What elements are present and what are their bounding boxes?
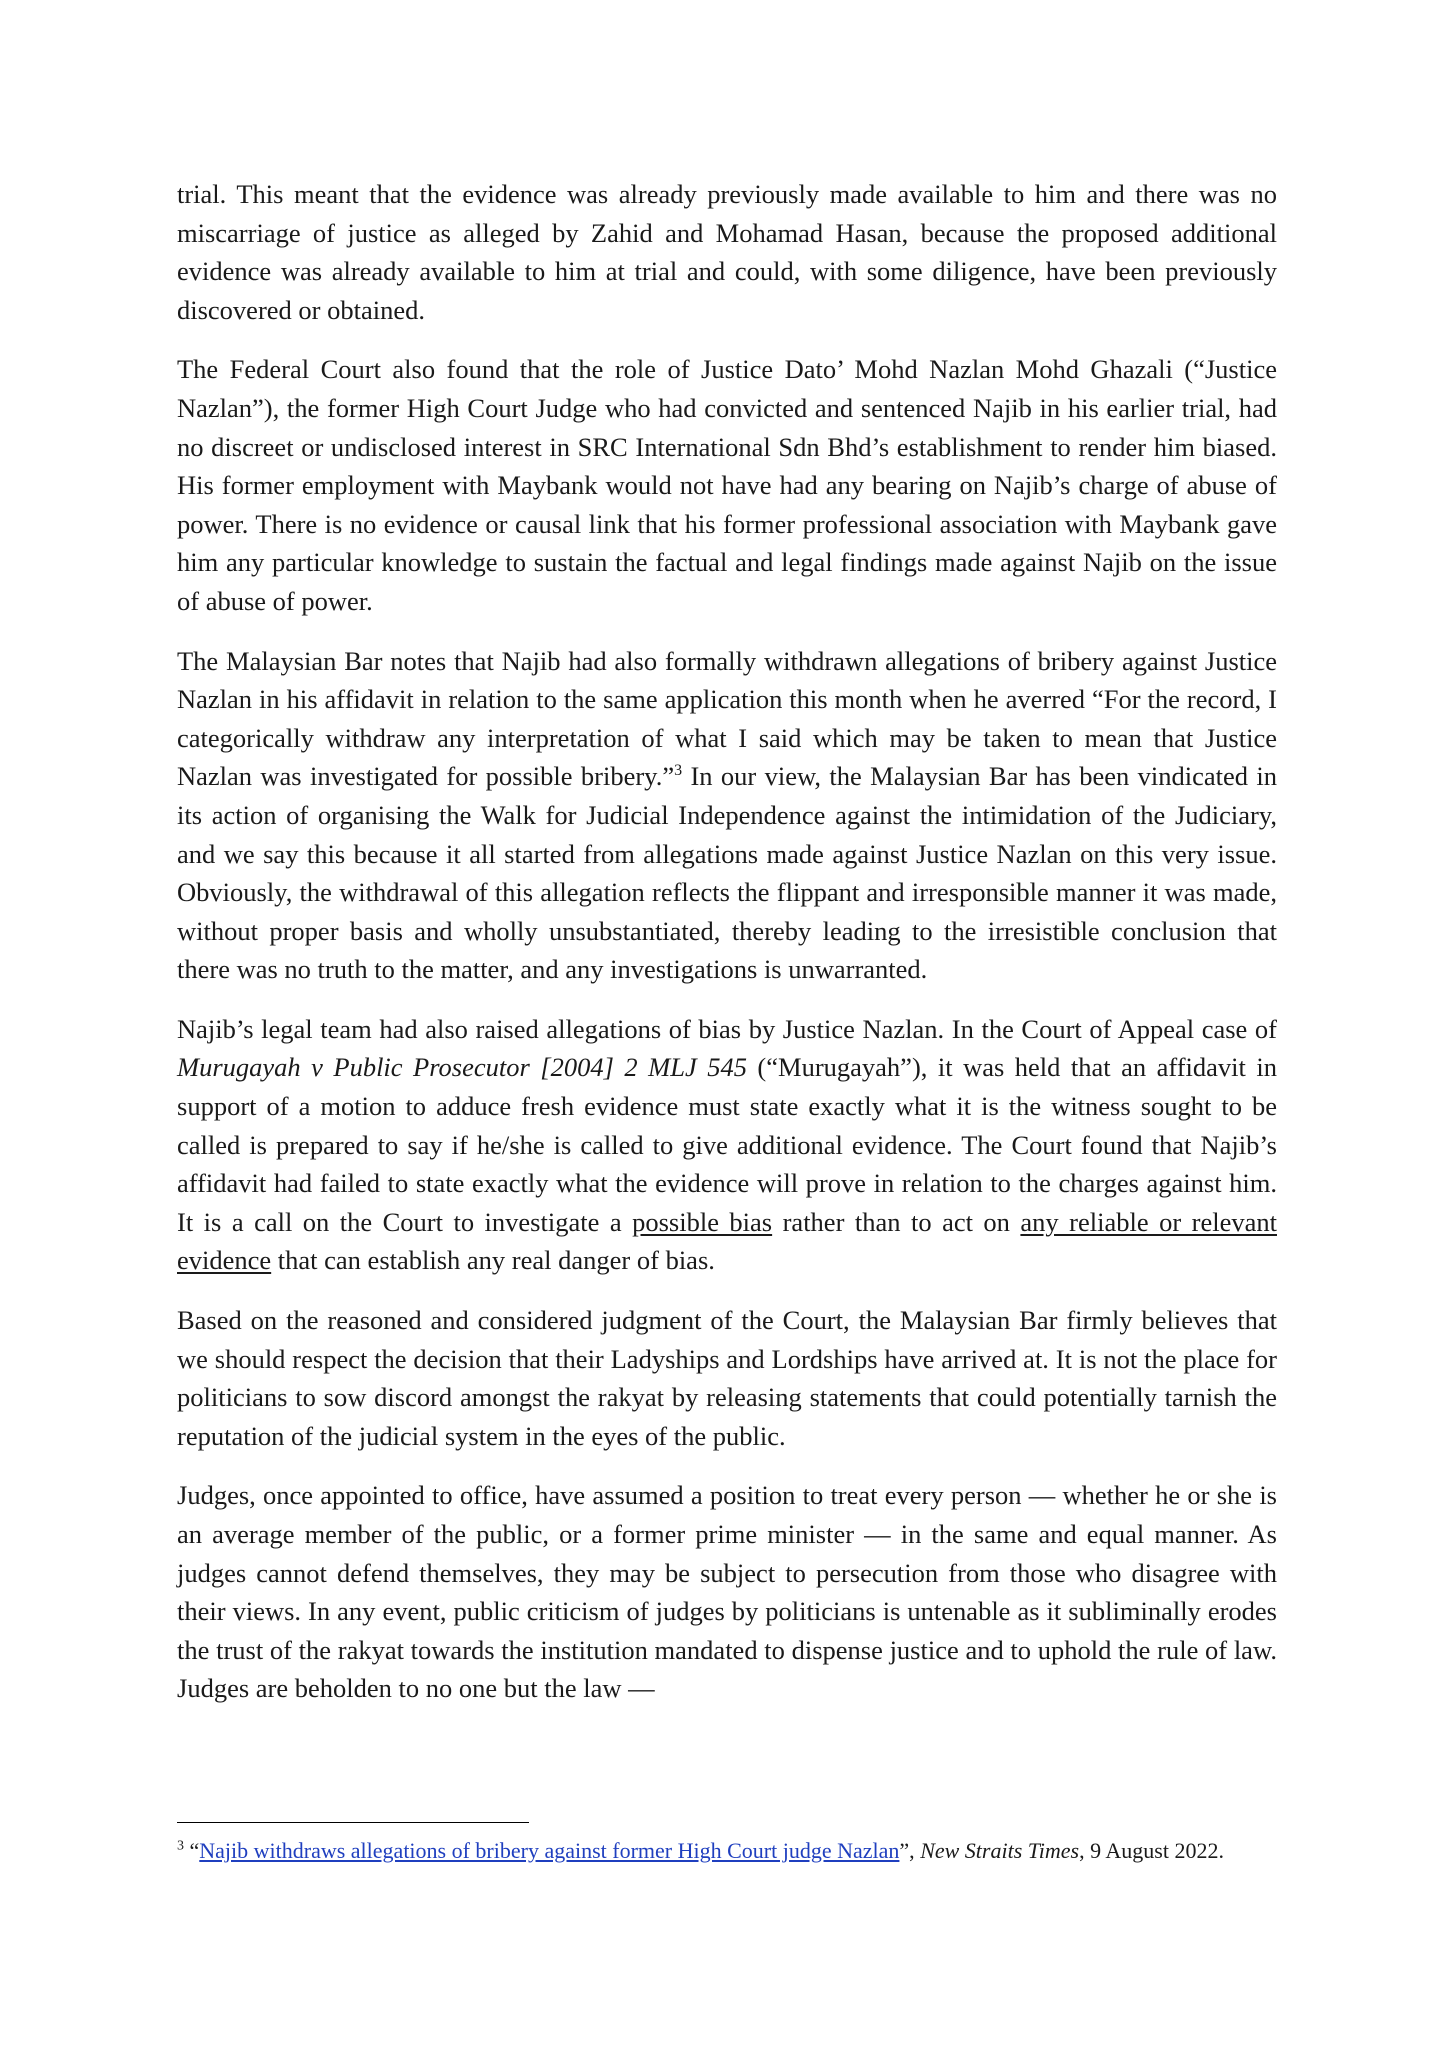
- paragraph-3-text-a: The Malaysian Bar notes that Najib had also formally withdrawn allegations of bribery against Justice Nazlan in his affidavit in relation to the same application this month when he averred “For the record, I categorically withdraw any interpretation of what I said which may be taken to mean that Justice Nazlan was investigated for possible bribery.”: [177, 645, 1277, 792]
- underlined-reliable-evidence: any reliable or relevant evidence: [177, 1206, 1277, 1276]
- paragraph-6-text: Judges, once appointed to office, have assumed a position to treat every person — whether he or she is an average member of the public, or a former prime minister — in the same and equal manner. As judges cannot defend themselves, they may be subject to persecution from those who disagree with their views. In any event, public criticism of judges by politicians is untenable as it subliminally erodes the trust of the rakyat towards the institution mandated to dispense justice and to uphold the rule of law. Judges are beholden to no one but the law —: [177, 1480, 1277, 1704]
- paragraph-4: [177, 1010, 1277, 1280]
- paragraph-3-text-b: In our view, the Malaysian Bar has been vindicated in its action of organising the Walk for Judicial Independence against the intimidation of the Judiciary, and we say this because it all started from allegations made against Justice Nazlan on this very issue. Obviously, the withdrawal of this allegation reflects the flippant and irresponsible manner it was made, without proper basis and wholly unsubstantiated, thereby leading to the irresistible conclusion that there was no truth to the matter, and any investigations is unwarranted.: [177, 761, 1277, 985]
- footnote-date: , 9 August 2022.: [1079, 1838, 1224, 1863]
- footnote-article-link[interactable]: Najib withdraws allegations of bribery against former High Court judge Nazlan: [199, 1838, 900, 1863]
- case-citation: Murugayah v Public Prosecutor [2004] 2 MLJ 545: [177, 1052, 747, 1083]
- footnote-number: 3: [177, 1838, 184, 1854]
- paragraph-4-text-a: Najib’s legal team had also raised allegations of bias by Justice Nazlan. In the Court of Appeal case of: [177, 1013, 1277, 1044]
- paragraph-5: [177, 1301, 1277, 1455]
- footnote-open-quote: “: [184, 1838, 200, 1863]
- paragraph-2: [177, 350, 1277, 620]
- footnote-source: New Straits Times: [920, 1838, 1080, 1863]
- underlined-possible-bias: possible bias: [632, 1206, 773, 1237]
- paragraph-4-text-d: that can establish any real danger of bias.: [271, 1245, 715, 1276]
- paragraph-6: [177, 1476, 1277, 1708]
- paragraph-1: [177, 175, 1277, 329]
- footnote-close-quote: ”,: [899, 1838, 921, 1863]
- footnote-3: [177, 1836, 1277, 1865]
- paragraph-1-text: trial. This meant that the evidence was already previously made available to him and there was no miscarriage of justice as alleged by Zahid and Mohamad Hasan, because the proposed additional evidence was already available to him at trial and could, with some diligence, have been previously discovered or obtained.: [177, 179, 1277, 325]
- paragraph-3: [177, 642, 1277, 989]
- paragraph-4-text-b: (“Murugayah”), it was held that an affidavit in support of a motion to adduce fresh evidence must state exactly what it is the witness sought to be called is prepared to say if he/she is called to give additional evidence. The Court found that Najib’s affidavit had failed to state exactly what the evidence will prove in relation to the charges against him. It is a call on the Court to investigate a: [177, 1052, 1277, 1237]
- paragraph-4-text-c: rather than to act on: [772, 1206, 1021, 1237]
- paragraph-2-text: The Federal Court also found that the role of Justice Dato’ Mohd Nazlan Mohd Ghazali (“Justice Nazlan”), the former High Court Judge who had convicted and sentenced Najib in his earlier trial, had no discreet or undisclosed interest in SRC International Sdn Bhd’s establishment to render him biased. His former employment with Maybank would not have had any bearing on Najib’s charge of abuse of power. There is no evidence or causal link that his former professional association with Maybank gave him any particular knowledge to sustain the factual and legal findings made against Najib on the issue of abuse of power.: [177, 354, 1277, 616]
- footnote-ref-3[interactable]: 3: [674, 762, 683, 780]
- paragraph-5-text: Based on the reasoned and considered judgment of the Court, the Malaysian Bar firmly believes that we should respect the decision that their Ladyships and Lordships have arrived at. It is not the place for politicians to sow discord amongst the rakyat by releasing statements that could potentially tarnish the reputation of the judicial system in the eyes of the public.: [177, 1305, 1277, 1451]
- footnote-divider: [177, 1822, 529, 1823]
- body-text: [177, 175, 1277, 1729]
